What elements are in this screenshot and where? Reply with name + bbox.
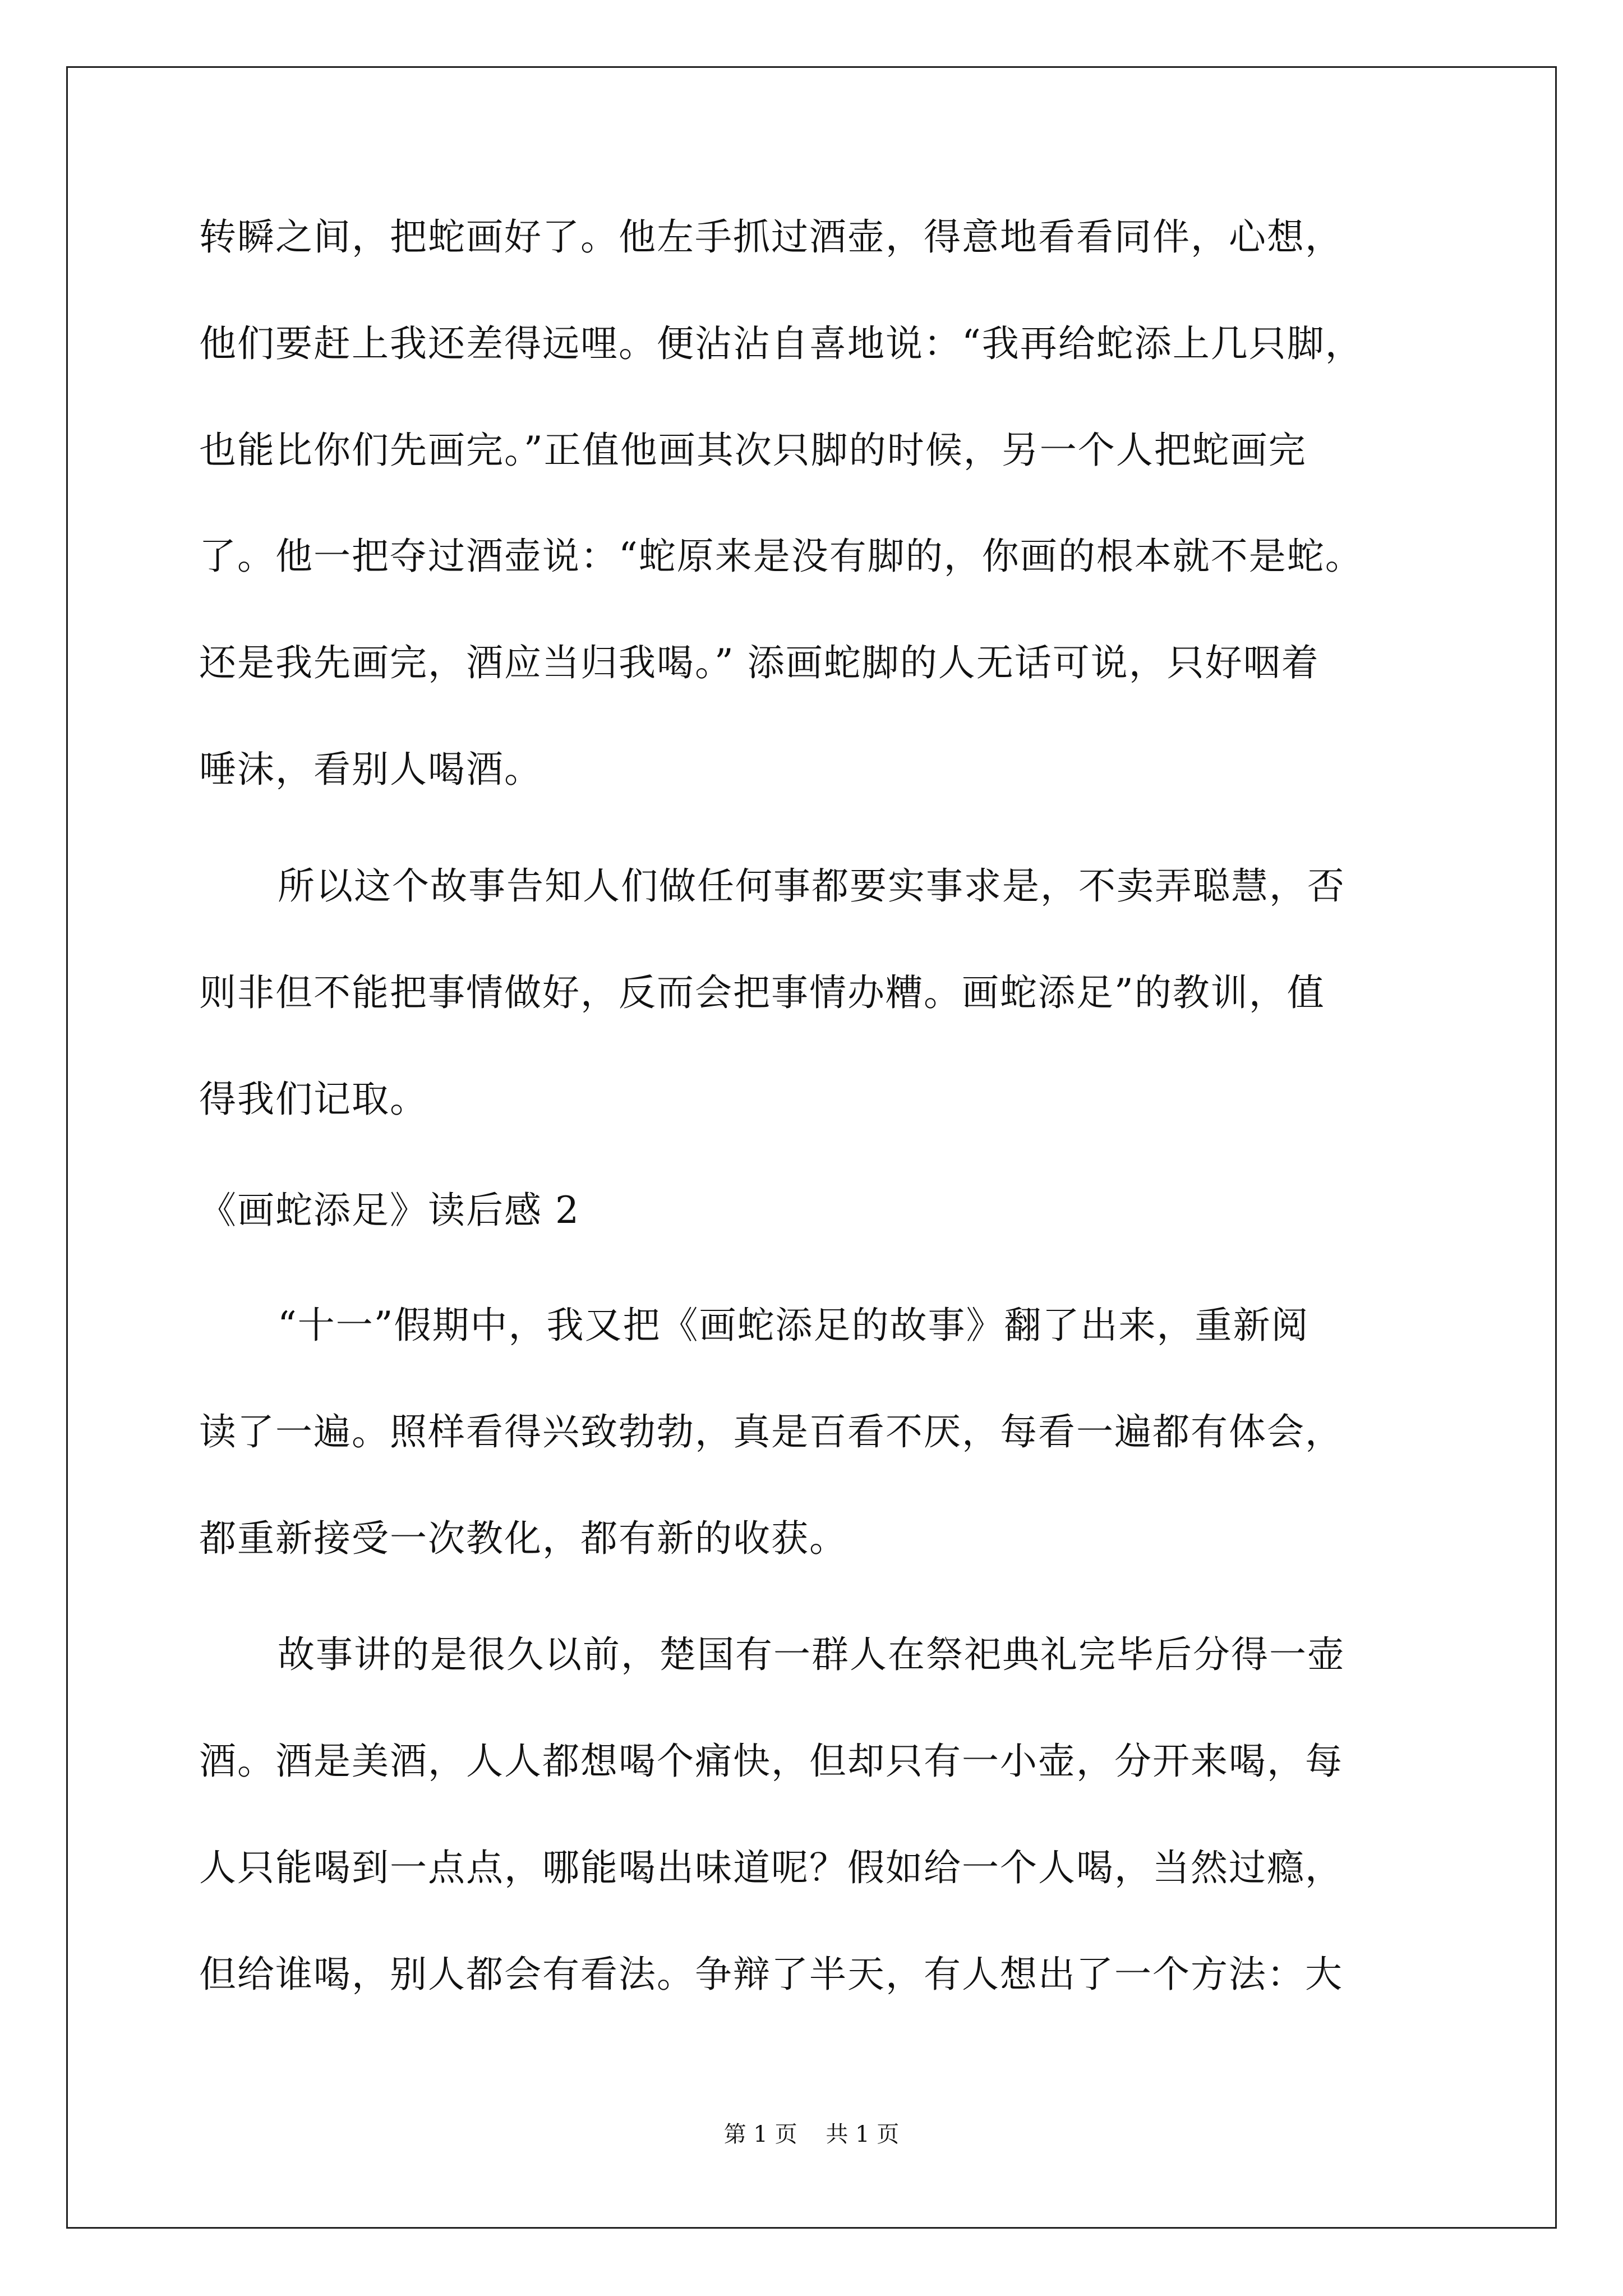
- text-line: 还是我先画完，酒应当归我喝。” 添画蛇脚的人无话可说，只好咽着: [199, 641, 1320, 684]
- text-line: 读了一遍。照样看得兴致勃勃，真是百看不厌，每看一遍都有体会，: [199, 1410, 1343, 1453]
- section-heading: 《画蛇添足》读后感 2: [199, 1189, 580, 1232]
- page-frame: [66, 66, 1557, 2229]
- text-line: “十一”假期中，我又把《画蛇添足的故事》翻了出来，重新阅: [278, 1304, 1310, 1347]
- text-line: 所以这个故事告知人们做任何事都要实事求是，不卖弄聪慧，否: [278, 864, 1345, 908]
- page-number-footer: 第 1 页 共 1 页: [723, 2122, 900, 2147]
- text-line: 则非但不能把事情做好，反而会把事情办糟。画蛇添足”的教训，值: [199, 971, 1325, 1014]
- text-line: 都重新接受一次教化，都有新的收获。: [199, 1517, 847, 1560]
- text-line: 人只能喝到一点点，哪能喝出味道呢？假如给一个人喝，当然过瘾，: [199, 1846, 1343, 1889]
- text-line: 了。他一把夺过酒壶说：“蛇原来是没有脚的，你画的根本就不是蛇。: [199, 535, 1363, 578]
- text-line: 转瞬之间，把蛇画好了。他左手抓过酒壶，得意地看看同伴，心想，: [199, 215, 1343, 259]
- text-line: 唾沫，看别人喝酒。: [199, 748, 542, 791]
- text-line: 得我们记取。: [199, 1078, 428, 1121]
- text-line: 也能比你们先画完。”正值他画其次只脚的时候，另一个人把蛇画完: [199, 429, 1307, 472]
- text-line: 故事讲的是很久以前，楚国有一群人在祭祀典礼完毕后分得一壶: [278, 1633, 1345, 1676]
- text-line: 他们要赶上我还差得远哩。便沾沾自喜地说：“我再给蛇添上几只脚，: [199, 322, 1363, 365]
- text-line: 酒。酒是美酒，人人都想喝个痛快，但却只有一小壶，分开来喝，每: [199, 1740, 1343, 1783]
- text-line: 但给谁喝，别人都会有看法。争辩了半天，有人想出了一个方法：大: [199, 1953, 1343, 1996]
